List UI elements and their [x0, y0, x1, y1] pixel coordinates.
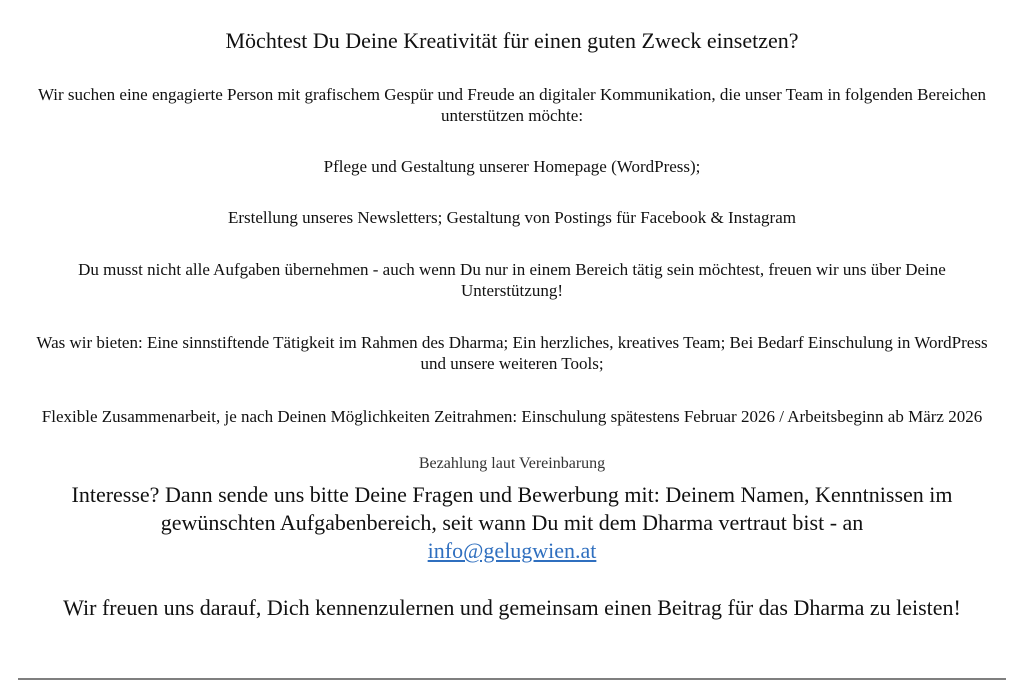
offer-paragraph: Was wir bieten: Eine sinnstiftende Tätigkeit im Rahmen des Dharma; Ein herzliches, kreatives Team; Bei Bedarf Einschulung in WordPress und unsere weiteren Tools;: [36, 333, 988, 373]
intro-paragraph: Wir suchen eine engagierte Person mit grafischem Gespür und Freude an digitaler Kommunikation, die unser Team in folgenden Bereichen unterstützen möchte:: [37, 85, 987, 125]
task-homepage: Pflege und Gestaltung unserer Homepage (WordPress);: [323, 157, 701, 176]
thanks-paragraph: Wir freuen uns darauf, Dich kennenzulernen und gemeinsam einen Beitrag für das Dharma zu leisten!: [63, 595, 961, 620]
email-link[interactable]: info@gelugwien.at: [427, 538, 597, 563]
payment-note: Bezahlung laut Vereinbarung: [418, 455, 606, 472]
page-title: Möchtest Du Deine Kreativität für einen guten Zweck einsetzen?: [225, 28, 799, 53]
interest-text: Interesse? Dann sende uns bitte Deine Fragen und Bewerbung mit: Deinem Namen, Kenntnissen im gewünschten Aufgabenbereich, seit wann Du mit dem Dharma vertraut bist - an: [71, 482, 953, 535]
flexible-paragraph: Flexible Zusammenarbeit, je nach Deinen Möglichkeiten Zeitrahmen: Einschulung spätestens Februar 2026 / Arbeitsbeginn ab März 2026: [41, 407, 983, 426]
task-newsletter: Erstellung unseres Newsletters; Gestaltung von Postings für Facebook & Instagram: [228, 208, 796, 227]
horizontal-divider: [18, 678, 1006, 680]
note-paragraph: Du musst nicht alle Aufgaben übernehmen - auch wenn Du nur in einem Bereich tätig sein möchtest, freuen wir uns über Deine Unterstützung!: [78, 260, 946, 300]
interest-paragraph: [28, 481, 996, 565]
